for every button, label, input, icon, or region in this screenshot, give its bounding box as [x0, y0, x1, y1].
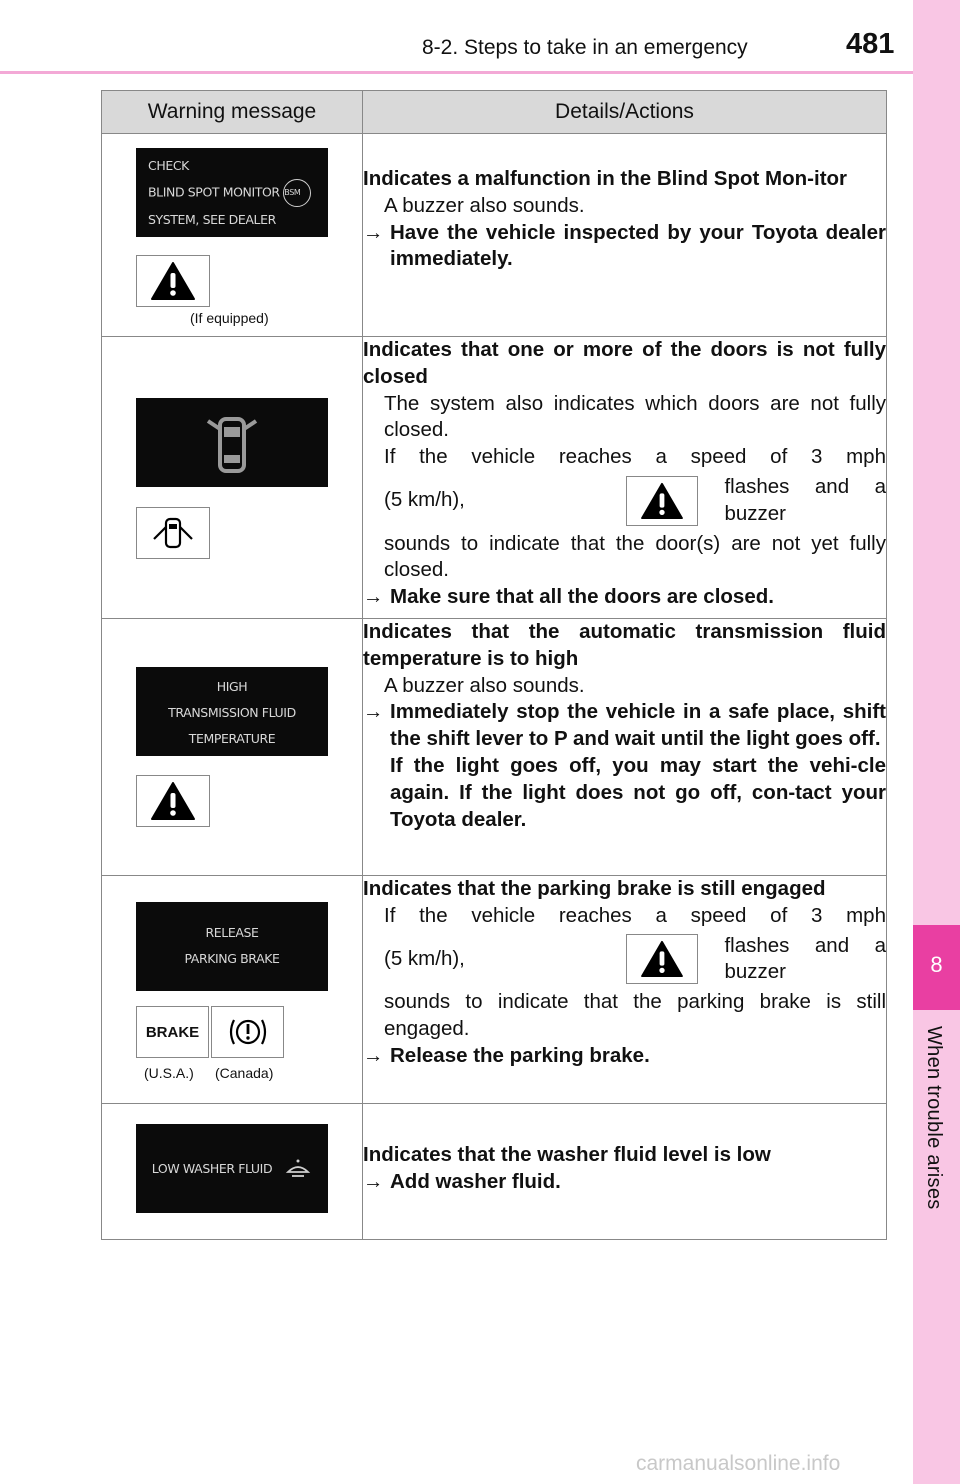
details-cell: [363, 1104, 887, 1240]
warning-detail: The system also indicates which doors are not fully closed.: [384, 391, 886, 442]
display-screen-bsm: [136, 148, 328, 237]
canada-note: (Canada): [215, 1065, 274, 1081]
display-screen-parking-brake: [136, 902, 328, 991]
screen-line: LOW WASHER FLUID: [151, 1160, 273, 1176]
table-row: [102, 876, 887, 1104]
arrow-icon: →: [363, 585, 384, 609]
arrow-icon: →: [363, 1169, 384, 1193]
inline-icon-row: [363, 933, 886, 987]
master-warning-icon: [136, 255, 210, 307]
screen-line: CHECK: [148, 158, 189, 173]
details-cell: [363, 134, 887, 337]
car-door-open-icon: [202, 403, 262, 483]
chapter-label: When trouble arises: [923, 1026, 945, 1210]
details-cell: [363, 876, 887, 1104]
action-text-group: [390, 699, 886, 833]
master-warning-icon: [136, 775, 210, 827]
washer-fluid-icon: [284, 1158, 312, 1180]
table-row: [102, 134, 887, 337]
warning-cell: [102, 134, 363, 337]
display-screen-door: [136, 398, 328, 487]
display-screen-transmission: [136, 667, 328, 756]
page-number: 481: [846, 28, 895, 60]
column-header-warning: Warning message: [102, 91, 363, 134]
warning-cell: [102, 619, 363, 876]
details-cell: [363, 619, 887, 876]
table-row: [102, 1104, 887, 1240]
warning-detail: A buzzer also sounds.: [384, 193, 585, 217]
door-open-icon: [136, 507, 210, 559]
action-text: Make sure that all the doors are closed.: [390, 585, 774, 609]
screen-line: TRANSMISSION FLUID: [168, 705, 296, 720]
details-cell: [363, 337, 887, 619]
warning-detail: (5 km/h),: [384, 946, 465, 970]
warning-detail: A buzzer also sounds.: [384, 673, 585, 697]
warning-detail: If the vehicle reaches a speed of 3 mph: [384, 903, 886, 927]
screen-line-with-badge: [148, 179, 328, 207]
inline-icon-row: [363, 474, 886, 528]
action-text: Immediately stop the vehicle in a safe place, shift the shift lever to P and wait until the light goes off.: [390, 700, 886, 751]
brake-text-icon: [136, 1006, 209, 1058]
warning-cell: [102, 1104, 363, 1240]
chapter-tab: [913, 0, 960, 1484]
warning-detail: sounds to indicate that the parking brake is still engaged.: [384, 990, 886, 1040]
watermark: carmanualsonline.info: [636, 1452, 841, 1475]
table-row: [102, 337, 887, 619]
warning-action: [363, 699, 886, 833]
warning-title: Indicates that the washer fluid level is low: [363, 1143, 771, 1166]
warning-action: [363, 584, 886, 611]
warning-detail: (5 km/h),: [384, 488, 465, 512]
warning-table: [101, 90, 887, 1240]
warning-cell: [102, 337, 363, 619]
section-title: 8-2. Steps to take in an emergency: [422, 36, 748, 59]
warning-title: Indicates that the automatic transmission fluid temperature is to high: [363, 620, 886, 670]
column-header-details: Details/Actions: [363, 91, 887, 134]
warning-detail: flashes and a buzzer: [724, 933, 886, 984]
arrow-icon: →: [363, 700, 384, 724]
warning-detail: flashes and a buzzer: [724, 474, 886, 525]
table-row: [102, 619, 887, 876]
brake-label: BRAKE: [145, 1023, 200, 1041]
if-equipped-note: (If equipped): [190, 310, 269, 326]
brake-circle-icon: [211, 1006, 284, 1058]
warning-action: [363, 1043, 886, 1070]
action-text: Have the vehicle inspected by your Toyota dealer immediately.: [390, 220, 886, 271]
arrow-icon: →: [363, 1043, 384, 1067]
action-text: If the light goes off, you may start the vehi-cle again. If the light does not go off, con-tact your Toyota dealer.: [390, 753, 886, 831]
screen-line: TEMPERATURE: [188, 731, 276, 746]
action-text: Release the parking brake.: [390, 1043, 650, 1067]
warning-cell: [102, 876, 363, 1104]
bsm-icon: BSM: [283, 179, 311, 207]
arrow-icon: →: [363, 220, 384, 244]
display-screen-washer: [136, 1124, 328, 1213]
warning-detail: If the vehicle reaches a speed of 3 mph: [384, 445, 886, 469]
chapter-number: 8: [930, 952, 943, 977]
action-text: Add washer fluid.: [390, 1169, 561, 1193]
warning-action: [363, 1169, 886, 1196]
screen-line: RELEASE: [205, 925, 259, 940]
screen-line: PARKING BRAKE: [184, 951, 280, 966]
warning-detail: sounds to indicate that the door(s) are not yet fully closed.: [384, 531, 886, 582]
warning-title: Indicates a malfunction in the Blind Spot Mon-itor: [363, 167, 848, 190]
header-rule: [0, 71, 913, 74]
warning-title: Indicates that the parking brake is still engaged: [363, 877, 826, 900]
screen-line: BLIND SPOT MONITOR: [148, 184, 280, 200]
usa-note: (U.S.A.): [144, 1065, 194, 1081]
screen-line: HIGH: [216, 679, 248, 694]
warning-title: Indicates that one or more of the doors is not fully closed: [363, 338, 886, 388]
screen-line: SYSTEM, SEE DEALER: [148, 212, 276, 227]
warning-action: [363, 220, 886, 274]
master-warning-icon: [626, 934, 698, 984]
master-warning-icon: [626, 476, 698, 526]
